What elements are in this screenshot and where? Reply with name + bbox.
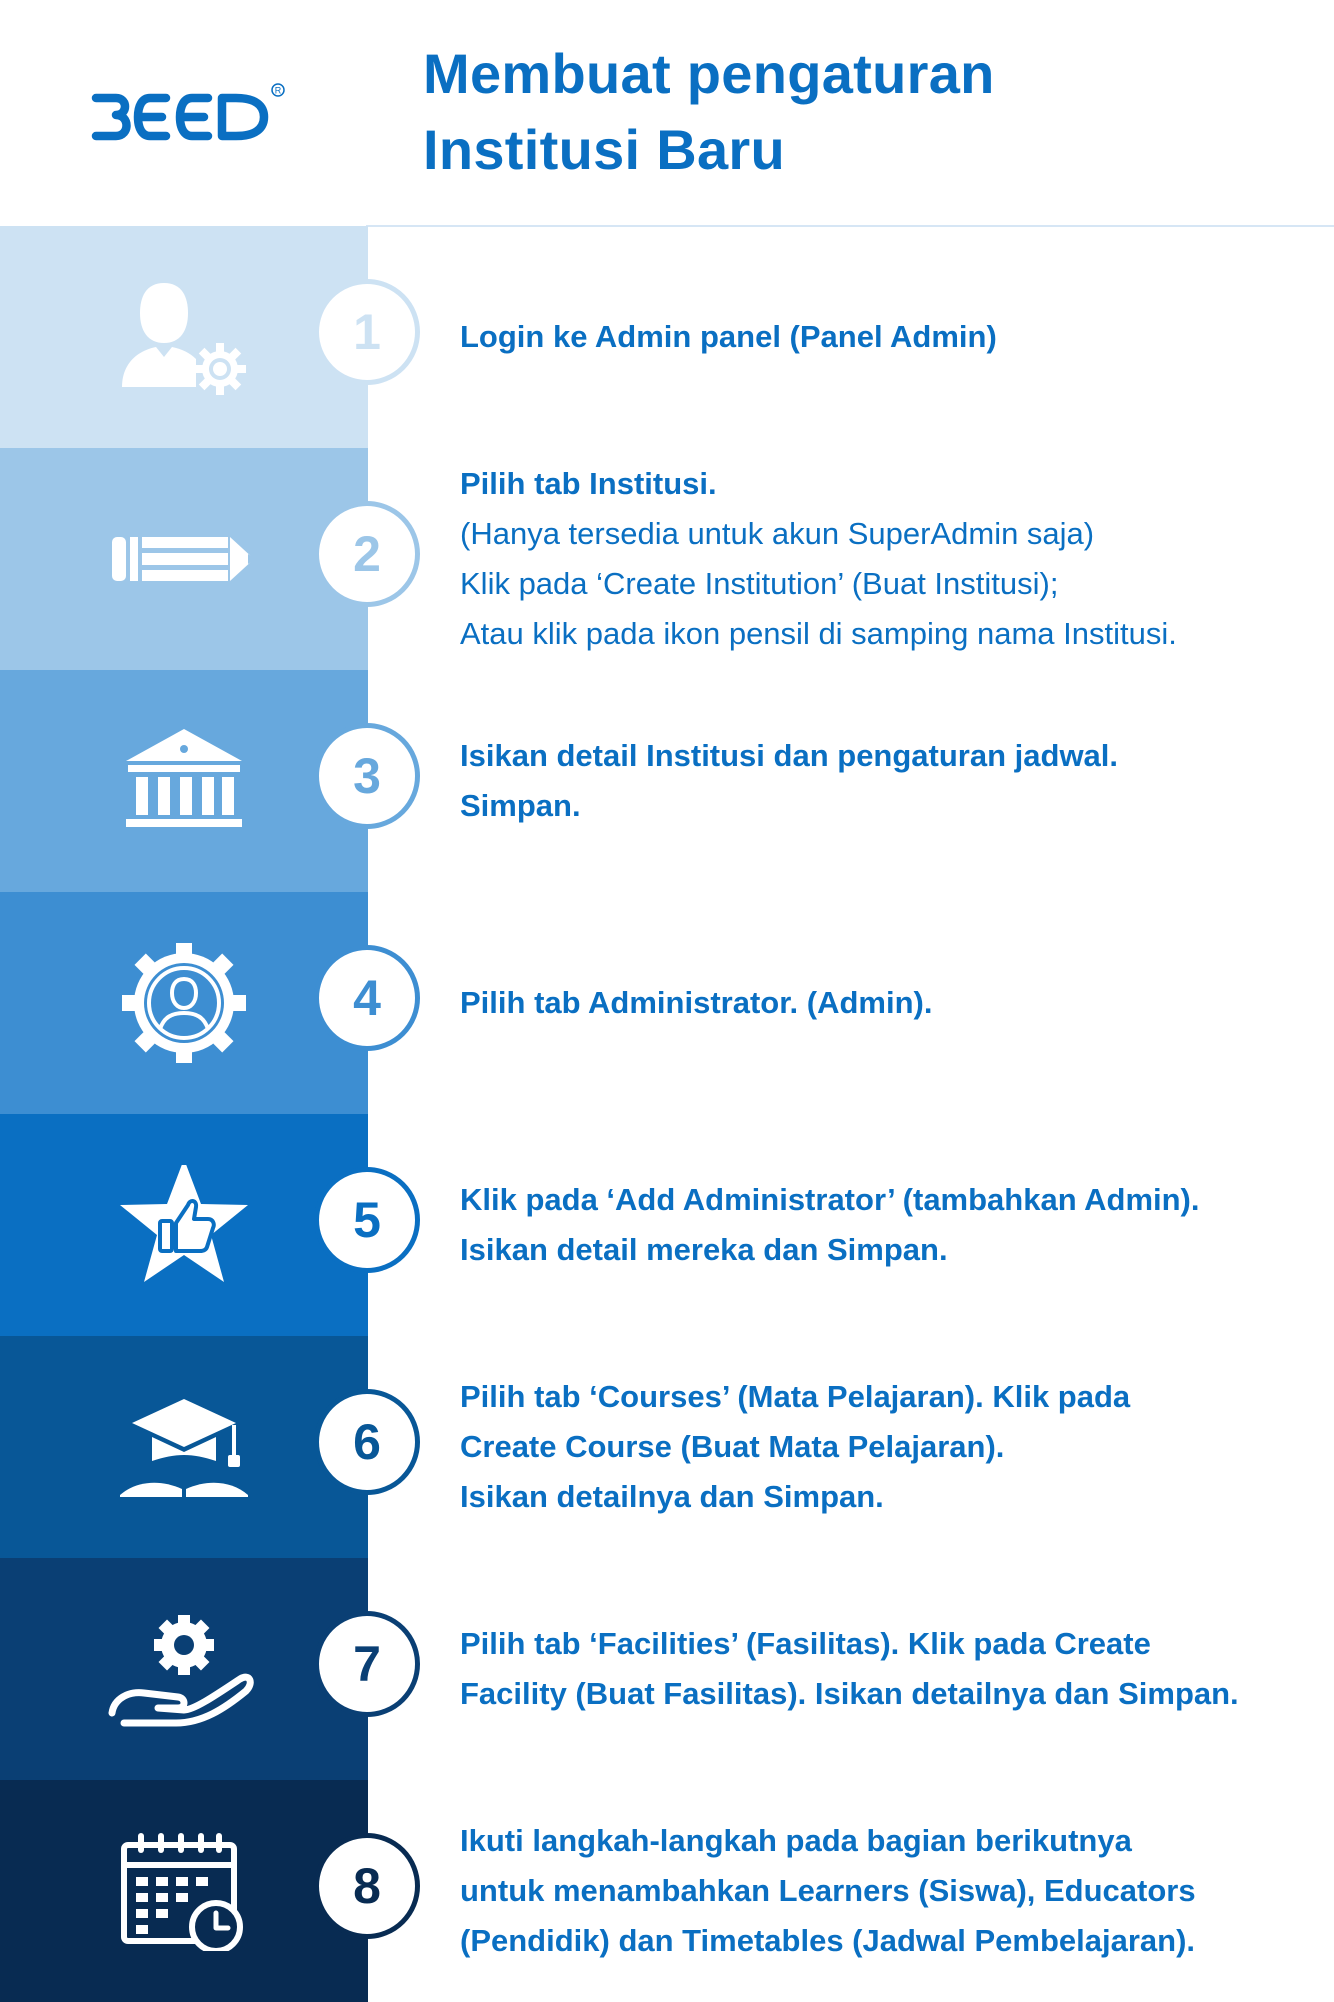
svg-text:R: R <box>274 85 282 96</box>
hand-gear-icon <box>104 1609 264 1729</box>
step-4 <box>0 892 1334 1114</box>
step-line: untuk menambahkan Learners (Siswa), Educators <box>460 1873 1196 1908</box>
step-number-badge: 1 <box>314 279 420 385</box>
step-line: Isikan detail Institusi dan pengaturan jadwal. <box>460 738 1119 773</box>
user-gear-icon <box>104 277 264 397</box>
step-5 <box>0 1114 1334 1336</box>
step-number-badge: 8 <box>314 1833 420 1939</box>
step-number-badge: 3 <box>314 723 420 829</box>
step-line: (Pendidik) dan Timetables (Jadwal Pembelajaran). <box>460 1923 1196 1958</box>
step-text <box>460 670 1320 892</box>
step-number-badge: 6 <box>314 1389 420 1495</box>
step-line: Pilih tab ‘Courses’ (Mata Pelajaran). Klik pada <box>460 1379 1131 1414</box>
step-number-badge: 4 <box>314 945 420 1051</box>
step-text <box>460 1780 1320 2002</box>
step-line: Simpan. <box>460 788 581 823</box>
step-line: Pilih tab Institusi. <box>460 466 717 501</box>
step-7 <box>0 1558 1334 1780</box>
graduation-cap-book-icon <box>104 1387 264 1507</box>
pencil-icon <box>104 499 264 619</box>
step-number-badge: 5 <box>314 1167 420 1273</box>
step-line: Pilih tab ‘Facilities’ (Fasilitas). Klik pada Create <box>460 1626 1151 1661</box>
step-1 <box>0 226 1334 448</box>
step-line: Login ke Admin panel (Panel Admin) <box>460 319 997 354</box>
step-text <box>460 226 1320 448</box>
beed-logo <box>88 80 288 156</box>
step-text <box>460 1558 1320 1780</box>
page-title <box>423 36 995 188</box>
step-number-badge: 2 <box>314 501 420 607</box>
step-text <box>460 1114 1320 1336</box>
step-text <box>460 892 1320 1114</box>
step-line: Klik pada ‘Add Administrator’ (tambahkan Admin). <box>460 1182 1200 1217</box>
header <box>0 0 1334 226</box>
step-line: Facility (Buat Fasilitas). Isikan detailnya dan Simpan. <box>460 1676 1239 1711</box>
step-2 <box>0 448 1334 670</box>
title-line-1: Membuat pengaturan <box>423 42 995 105</box>
step-line: Create Course (Buat Mata Pelajaran). <box>460 1429 1005 1464</box>
step-line: Isikan detail mereka dan Simpan. <box>460 1232 948 1267</box>
calendar-clock-icon <box>104 1831 264 1951</box>
step-8 <box>0 1780 1334 2002</box>
step-line: (Hanya tersedia untuk akun SuperAdmin saja) <box>460 516 1095 551</box>
step-line: Pilih tab Administrator. (Admin). <box>460 985 933 1020</box>
step-line: Ikuti langkah-langkah pada bagian berikutnya <box>460 1823 1132 1858</box>
step-text <box>460 448 1320 670</box>
step-number-badge: 7 <box>314 1611 420 1717</box>
step-3 <box>0 670 1334 892</box>
step-6 <box>0 1336 1334 1558</box>
admin-gear-icon <box>104 943 264 1063</box>
step-text <box>460 1336 1320 1558</box>
star-thumbs-up-icon <box>104 1165 264 1285</box>
institution-building-icon <box>104 721 264 841</box>
step-line: Atau klik pada ikon pensil di samping nama Institusi. <box>460 616 1177 651</box>
step-line: Klik pada ‘Create Institution’ (Buat Institusi); <box>460 566 1059 601</box>
step-line: Isikan detailnya dan Simpan. <box>460 1479 884 1514</box>
title-line-2: Institusi Baru <box>423 118 786 181</box>
